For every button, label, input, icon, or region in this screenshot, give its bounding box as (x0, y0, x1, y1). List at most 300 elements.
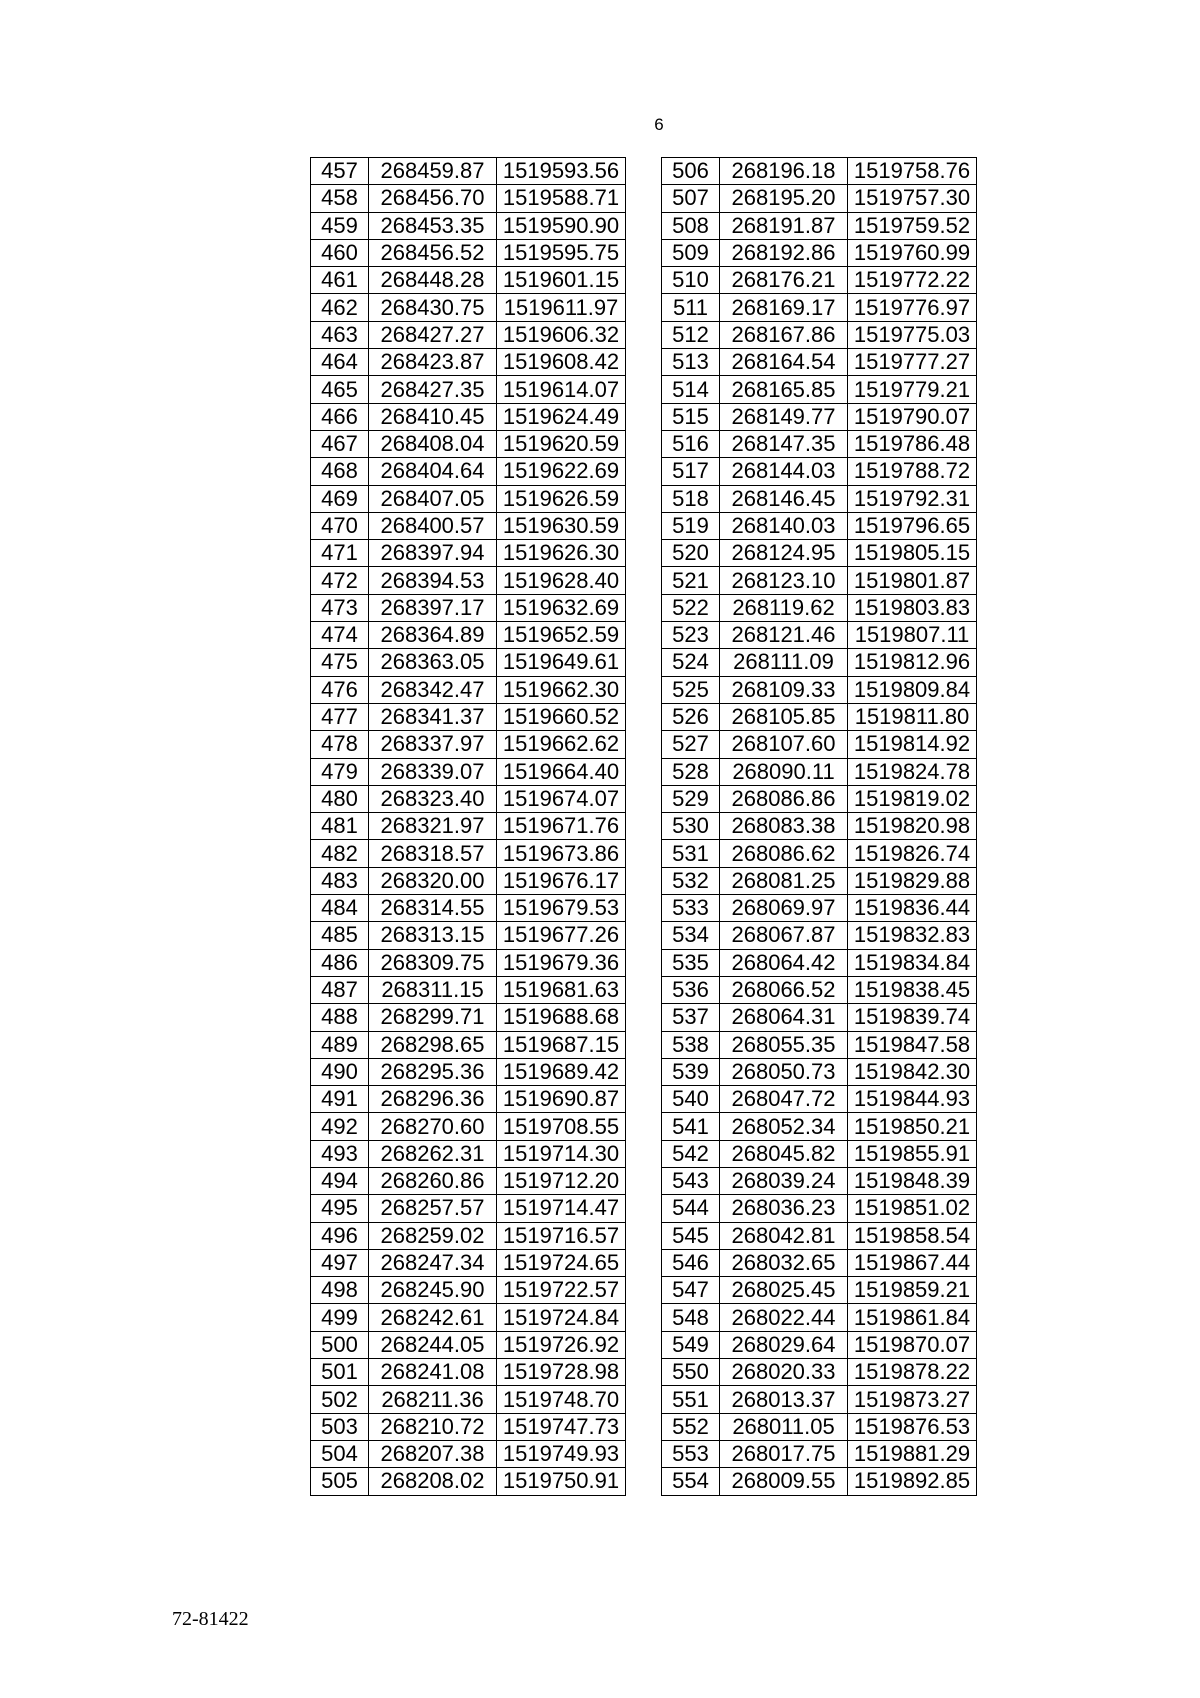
table-row (311, 294, 626, 321)
point-number-cell: 549 (662, 1331, 720, 1358)
y-coordinate-cell: 1519674.07 (497, 785, 626, 812)
point-number-cell: 493 (311, 1140, 369, 1167)
y-coordinate-cell: 1519588.71 (497, 185, 626, 212)
table-row (311, 1195, 626, 1222)
x-coordinate-cell: 268192.86 (720, 239, 848, 266)
point-number-cell: 532 (662, 867, 720, 894)
x-coordinate-cell: 268123.10 (720, 567, 848, 594)
point-number-cell: 523 (662, 622, 720, 649)
y-coordinate-cell: 1519750.91 (497, 1468, 626, 1495)
point-number-cell: 522 (662, 594, 720, 621)
point-number-cell: 461 (311, 267, 369, 294)
point-number-cell: 550 (662, 1359, 720, 1386)
point-number-cell: 543 (662, 1167, 720, 1194)
x-coordinate-cell: 268397.94 (369, 540, 497, 567)
y-coordinate-cell: 1519876.53 (848, 1413, 977, 1440)
y-coordinate-cell: 1519811.80 (848, 703, 977, 730)
y-coordinate-cell: 1519611.97 (497, 294, 626, 321)
x-coordinate-cell: 268321.97 (369, 813, 497, 840)
point-number-cell: 474 (311, 622, 369, 649)
y-coordinate-cell: 1519829.88 (848, 867, 977, 894)
x-coordinate-cell: 268448.28 (369, 267, 497, 294)
x-coordinate-cell: 268146.45 (720, 485, 848, 512)
y-coordinate-cell: 1519595.75 (497, 239, 626, 266)
table-row (662, 1277, 977, 1304)
point-number-cell: 472 (311, 567, 369, 594)
point-number-cell: 496 (311, 1222, 369, 1249)
point-number-cell: 502 (311, 1386, 369, 1413)
point-number-cell: 541 (662, 1113, 720, 1140)
table-row (311, 813, 626, 840)
table-row (662, 1440, 977, 1467)
point-number-cell: 537 (662, 1004, 720, 1031)
point-number-cell: 531 (662, 840, 720, 867)
point-number-cell: 462 (311, 294, 369, 321)
y-coordinate-cell: 1519593.56 (497, 158, 626, 185)
point-number-cell: 515 (662, 403, 720, 430)
point-number-cell: 525 (662, 676, 720, 703)
x-coordinate-cell: 268313.15 (369, 922, 497, 949)
table-row (311, 622, 626, 649)
y-coordinate-cell: 1519809.84 (848, 676, 977, 703)
table-row (311, 895, 626, 922)
y-coordinate-cell: 1519858.54 (848, 1222, 977, 1249)
table-row (662, 430, 977, 457)
table-row (662, 1031, 977, 1058)
point-number-cell: 460 (311, 239, 369, 266)
x-coordinate-cell: 268050.73 (720, 1058, 848, 1085)
y-coordinate-cell: 1519820.98 (848, 813, 977, 840)
point-number-cell: 457 (311, 158, 369, 185)
x-coordinate-cell: 268083.38 (720, 813, 848, 840)
table-row (311, 567, 626, 594)
table-row (311, 267, 626, 294)
point-number-cell: 500 (311, 1331, 369, 1358)
point-number-cell: 539 (662, 1058, 720, 1085)
point-number-cell: 511 (662, 294, 720, 321)
y-coordinate-cell: 1519677.26 (497, 922, 626, 949)
y-coordinate-cell: 1519859.21 (848, 1277, 977, 1304)
point-number-cell: 507 (662, 185, 720, 212)
point-number-cell: 505 (311, 1468, 369, 1495)
table-row (662, 321, 977, 348)
table-row (311, 703, 626, 730)
y-coordinate-cell: 1519712.20 (497, 1167, 626, 1194)
x-coordinate-cell: 268244.05 (369, 1331, 497, 1358)
y-coordinate-cell: 1519844.93 (848, 1086, 977, 1113)
point-number-cell: 553 (662, 1440, 720, 1467)
point-number-cell: 458 (311, 185, 369, 212)
point-number-cell: 536 (662, 976, 720, 1003)
table-row (662, 703, 977, 730)
y-coordinate-cell: 1519801.87 (848, 567, 977, 594)
x-coordinate-cell: 268086.86 (720, 785, 848, 812)
y-coordinate-cell: 1519870.07 (848, 1331, 977, 1358)
table-row (311, 1386, 626, 1413)
x-coordinate-cell: 268064.31 (720, 1004, 848, 1031)
table-row (311, 731, 626, 758)
table-row (662, 813, 977, 840)
x-coordinate-cell: 268147.35 (720, 430, 848, 457)
point-number-cell: 538 (662, 1031, 720, 1058)
table-row (311, 1249, 626, 1276)
table-row (662, 294, 977, 321)
table-row (662, 785, 977, 812)
x-coordinate-cell: 268245.90 (369, 1277, 497, 1304)
y-coordinate-cell: 1519832.83 (848, 922, 977, 949)
x-coordinate-cell: 268309.75 (369, 949, 497, 976)
y-coordinate-cell: 1519814.92 (848, 731, 977, 758)
y-coordinate-cell: 1519757.30 (848, 185, 977, 212)
y-coordinate-cell: 1519834.84 (848, 949, 977, 976)
x-coordinate-cell: 268364.89 (369, 622, 497, 649)
x-coordinate-cell: 268257.57 (369, 1195, 497, 1222)
y-coordinate-cell: 1519671.76 (497, 813, 626, 840)
table-row (662, 1249, 977, 1276)
table-row (311, 1304, 626, 1331)
point-number-cell: 529 (662, 785, 720, 812)
point-number-cell: 540 (662, 1086, 720, 1113)
point-number-cell: 491 (311, 1086, 369, 1113)
x-coordinate-cell: 268407.05 (369, 485, 497, 512)
x-coordinate-cell: 268408.04 (369, 430, 497, 457)
point-number-cell: 512 (662, 321, 720, 348)
table-row (311, 949, 626, 976)
point-number-cell: 477 (311, 703, 369, 730)
x-coordinate-cell: 268427.27 (369, 321, 497, 348)
point-number-cell: 486 (311, 949, 369, 976)
y-coordinate-cell: 1519779.21 (848, 376, 977, 403)
table-row (662, 758, 977, 785)
point-number-cell: 530 (662, 813, 720, 840)
point-number-cell: 489 (311, 1031, 369, 1058)
y-coordinate-cell: 1519892.85 (848, 1468, 977, 1495)
table-row (662, 840, 977, 867)
y-coordinate-cell: 1519601.15 (497, 267, 626, 294)
y-coordinate-cell: 1519873.27 (848, 1386, 977, 1413)
y-coordinate-cell: 1519714.47 (497, 1195, 626, 1222)
table-row (662, 1140, 977, 1167)
y-coordinate-cell: 1519805.15 (848, 540, 977, 567)
point-number-cell: 470 (311, 512, 369, 539)
point-number-cell: 554 (662, 1468, 720, 1495)
point-number-cell: 508 (662, 212, 720, 239)
x-coordinate-cell: 268410.45 (369, 403, 497, 430)
y-coordinate-cell: 1519748.70 (497, 1386, 626, 1413)
table-row (662, 158, 977, 185)
x-coordinate-cell: 268086.62 (720, 840, 848, 867)
x-coordinate-cell: 268124.95 (720, 540, 848, 567)
x-coordinate-cell: 268069.97 (720, 895, 848, 922)
y-coordinate-cell: 1519689.42 (497, 1058, 626, 1085)
point-number-cell: 510 (662, 267, 720, 294)
x-coordinate-cell: 268042.81 (720, 1222, 848, 1249)
y-coordinate-cell: 1519812.96 (848, 649, 977, 676)
y-coordinate-cell: 1519632.69 (497, 594, 626, 621)
table-row (311, 922, 626, 949)
table-row (662, 485, 977, 512)
point-number-cell: 526 (662, 703, 720, 730)
point-number-cell: 468 (311, 458, 369, 485)
y-coordinate-cell: 1519749.93 (497, 1440, 626, 1467)
point-number-cell: 492 (311, 1113, 369, 1140)
y-coordinate-cell: 1519681.63 (497, 976, 626, 1003)
y-coordinate-cell: 1519881.29 (848, 1440, 977, 1467)
y-coordinate-cell: 1519760.99 (848, 239, 977, 266)
table-row (662, 949, 977, 976)
point-number-cell: 544 (662, 1195, 720, 1222)
table-row (662, 1195, 977, 1222)
y-coordinate-cell: 1519679.53 (497, 895, 626, 922)
x-coordinate-cell: 268260.86 (369, 1167, 497, 1194)
table-row (662, 403, 977, 430)
point-number-cell: 551 (662, 1386, 720, 1413)
point-number-cell: 509 (662, 239, 720, 266)
table-row (311, 1086, 626, 1113)
x-coordinate-cell: 268055.35 (720, 1031, 848, 1058)
table-row (311, 594, 626, 621)
table-row (662, 1413, 977, 1440)
table-row (662, 1359, 977, 1386)
table-row (662, 185, 977, 212)
y-coordinate-cell: 1519673.86 (497, 840, 626, 867)
table-row (662, 622, 977, 649)
point-number-cell: 485 (311, 922, 369, 949)
table-row (311, 1113, 626, 1140)
point-number-cell: 542 (662, 1140, 720, 1167)
table-row (311, 1222, 626, 1249)
y-coordinate-cell: 1519708.55 (497, 1113, 626, 1140)
point-number-cell: 463 (311, 321, 369, 348)
x-coordinate-cell: 268121.46 (720, 622, 848, 649)
x-coordinate-cell: 268149.77 (720, 403, 848, 430)
y-coordinate-cell: 1519606.32 (497, 321, 626, 348)
x-coordinate-cell: 268270.60 (369, 1113, 497, 1140)
y-coordinate-cell: 1519824.78 (848, 758, 977, 785)
x-coordinate-cell: 268453.35 (369, 212, 497, 239)
y-coordinate-cell: 1519839.74 (848, 1004, 977, 1031)
table-row (311, 403, 626, 430)
point-number-cell: 527 (662, 731, 720, 758)
y-coordinate-cell: 1519758.76 (848, 158, 977, 185)
x-coordinate-cell: 268167.86 (720, 321, 848, 348)
point-number-cell: 471 (311, 540, 369, 567)
table-row (662, 1167, 977, 1194)
y-coordinate-cell: 1519716.57 (497, 1222, 626, 1249)
x-coordinate-cell: 268032.65 (720, 1249, 848, 1276)
table-row (662, 267, 977, 294)
x-coordinate-cell: 268298.65 (369, 1031, 497, 1058)
x-coordinate-cell: 268109.33 (720, 676, 848, 703)
point-number-cell: 520 (662, 540, 720, 567)
point-number-cell: 464 (311, 349, 369, 376)
point-number-cell: 475 (311, 649, 369, 676)
y-coordinate-cell: 1519608.42 (497, 349, 626, 376)
x-coordinate-cell: 268013.37 (720, 1386, 848, 1413)
point-number-cell: 503 (311, 1413, 369, 1440)
table-row (311, 649, 626, 676)
x-coordinate-cell: 268342.47 (369, 676, 497, 703)
table-row (311, 430, 626, 457)
table-row (311, 1413, 626, 1440)
x-coordinate-cell: 268262.31 (369, 1140, 497, 1167)
y-coordinate-cell: 1519786.48 (848, 430, 977, 457)
table-row (662, 239, 977, 266)
x-coordinate-cell: 268456.70 (369, 185, 497, 212)
x-coordinate-cell: 268045.82 (720, 1140, 848, 1167)
point-number-cell: 482 (311, 840, 369, 867)
x-coordinate-cell: 268247.34 (369, 1249, 497, 1276)
table-row (311, 458, 626, 485)
point-number-cell: 467 (311, 430, 369, 457)
x-coordinate-cell: 268339.07 (369, 758, 497, 785)
x-coordinate-cell: 268311.15 (369, 976, 497, 1003)
y-coordinate-cell: 1519728.98 (497, 1359, 626, 1386)
y-coordinate-cell: 1519848.39 (848, 1167, 977, 1194)
point-number-cell: 552 (662, 1413, 720, 1440)
y-coordinate-cell: 1519690.87 (497, 1086, 626, 1113)
y-coordinate-cell: 1519772.22 (848, 267, 977, 294)
x-coordinate-cell: 268052.34 (720, 1113, 848, 1140)
x-coordinate-cell: 268025.45 (720, 1277, 848, 1304)
x-coordinate-cell: 268211.36 (369, 1386, 497, 1413)
point-number-cell: 473 (311, 594, 369, 621)
table-row (662, 922, 977, 949)
y-coordinate-cell: 1519652.59 (497, 622, 626, 649)
y-coordinate-cell: 1519775.03 (848, 321, 977, 348)
table-row (311, 976, 626, 1003)
y-coordinate-cell: 1519790.07 (848, 403, 977, 430)
table-row (311, 1140, 626, 1167)
table-row (311, 676, 626, 703)
point-number-cell: 466 (311, 403, 369, 430)
x-coordinate-cell: 268164.54 (720, 349, 848, 376)
point-number-cell: 534 (662, 922, 720, 949)
table-row (311, 485, 626, 512)
point-number-cell: 483 (311, 867, 369, 894)
table-row (311, 840, 626, 867)
x-coordinate-cell: 268165.85 (720, 376, 848, 403)
y-coordinate-cell: 1519614.07 (497, 376, 626, 403)
y-coordinate-cell: 1519622.69 (497, 458, 626, 485)
table-row (662, 1113, 977, 1140)
x-coordinate-cell: 268314.55 (369, 895, 497, 922)
table-row (311, 1277, 626, 1304)
point-number-cell: 513 (662, 349, 720, 376)
point-number-cell: 487 (311, 976, 369, 1003)
table-row (662, 1468, 977, 1495)
x-coordinate-cell: 268400.57 (369, 512, 497, 539)
table-row (311, 1004, 626, 1031)
table-row (311, 1331, 626, 1358)
x-coordinate-cell: 268299.71 (369, 1004, 497, 1031)
x-coordinate-cell: 268047.72 (720, 1086, 848, 1113)
point-number-cell: 476 (311, 676, 369, 703)
x-coordinate-cell: 268337.97 (369, 731, 497, 758)
y-coordinate-cell: 1519662.30 (497, 676, 626, 703)
y-coordinate-cell: 1519867.44 (848, 1249, 977, 1276)
point-number-cell: 497 (311, 1249, 369, 1276)
y-coordinate-cell: 1519788.72 (848, 458, 977, 485)
table-row (662, 212, 977, 239)
y-coordinate-cell: 1519807.11 (848, 622, 977, 649)
y-coordinate-cell: 1519660.52 (497, 703, 626, 730)
y-coordinate-cell: 1519819.02 (848, 785, 977, 812)
table-row (662, 1304, 977, 1331)
point-number-cell: 524 (662, 649, 720, 676)
point-number-cell: 490 (311, 1058, 369, 1085)
x-coordinate-cell: 268169.17 (720, 294, 848, 321)
x-coordinate-cell: 268176.21 (720, 267, 848, 294)
point-number-cell: 519 (662, 512, 720, 539)
x-coordinate-cell: 268081.25 (720, 867, 848, 894)
table-row (311, 1440, 626, 1467)
x-coordinate-cell: 268011.05 (720, 1413, 848, 1440)
table-row (662, 594, 977, 621)
x-coordinate-cell: 268066.52 (720, 976, 848, 1003)
y-coordinate-cell: 1519851.02 (848, 1195, 977, 1222)
x-coordinate-cell: 268009.55 (720, 1468, 848, 1495)
x-coordinate-cell: 268017.75 (720, 1440, 848, 1467)
x-coordinate-cell: 268090.11 (720, 758, 848, 785)
table-row (662, 540, 977, 567)
y-coordinate-cell: 1519796.65 (848, 512, 977, 539)
y-coordinate-cell: 1519826.74 (848, 840, 977, 867)
x-coordinate-cell: 268341.37 (369, 703, 497, 730)
x-coordinate-cell: 268363.05 (369, 649, 497, 676)
y-coordinate-cell: 1519626.59 (497, 485, 626, 512)
table-row (311, 540, 626, 567)
table-row (311, 1468, 626, 1495)
x-coordinate-cell: 268295.36 (369, 1058, 497, 1085)
table-row (311, 1359, 626, 1386)
point-number-cell: 545 (662, 1222, 720, 1249)
y-coordinate-cell: 1519620.59 (497, 430, 626, 457)
x-coordinate-cell: 268394.53 (369, 567, 497, 594)
x-coordinate-cell: 268296.36 (369, 1086, 497, 1113)
x-coordinate-cell: 268107.60 (720, 731, 848, 758)
point-number-cell: 480 (311, 785, 369, 812)
point-number-cell: 479 (311, 758, 369, 785)
y-coordinate-cell: 1519777.27 (848, 349, 977, 376)
point-number-cell: 465 (311, 376, 369, 403)
table-row (662, 1058, 977, 1085)
y-coordinate-cell: 1519803.83 (848, 594, 977, 621)
x-coordinate-cell: 268207.38 (369, 1440, 497, 1467)
y-coordinate-cell: 1519861.84 (848, 1304, 977, 1331)
table-row (662, 567, 977, 594)
table-row (662, 458, 977, 485)
x-coordinate-cell: 268111.09 (720, 649, 848, 676)
point-number-cell: 501 (311, 1359, 369, 1386)
x-coordinate-cell: 268318.57 (369, 840, 497, 867)
x-coordinate-cell: 268242.61 (369, 1304, 497, 1331)
table-row (662, 1086, 977, 1113)
x-coordinate-cell: 268423.87 (369, 349, 497, 376)
y-coordinate-cell: 1519628.40 (497, 567, 626, 594)
table-row (662, 976, 977, 1003)
point-number-cell: 535 (662, 949, 720, 976)
x-coordinate-cell: 268020.33 (720, 1359, 848, 1386)
x-coordinate-cell: 268022.44 (720, 1304, 848, 1331)
table-row (311, 867, 626, 894)
y-coordinate-cell: 1519724.84 (497, 1304, 626, 1331)
table-row (311, 1031, 626, 1058)
y-coordinate-cell: 1519842.30 (848, 1058, 977, 1085)
x-coordinate-cell: 268320.00 (369, 867, 497, 894)
point-number-cell: 499 (311, 1304, 369, 1331)
x-coordinate-cell: 268210.72 (369, 1413, 497, 1440)
